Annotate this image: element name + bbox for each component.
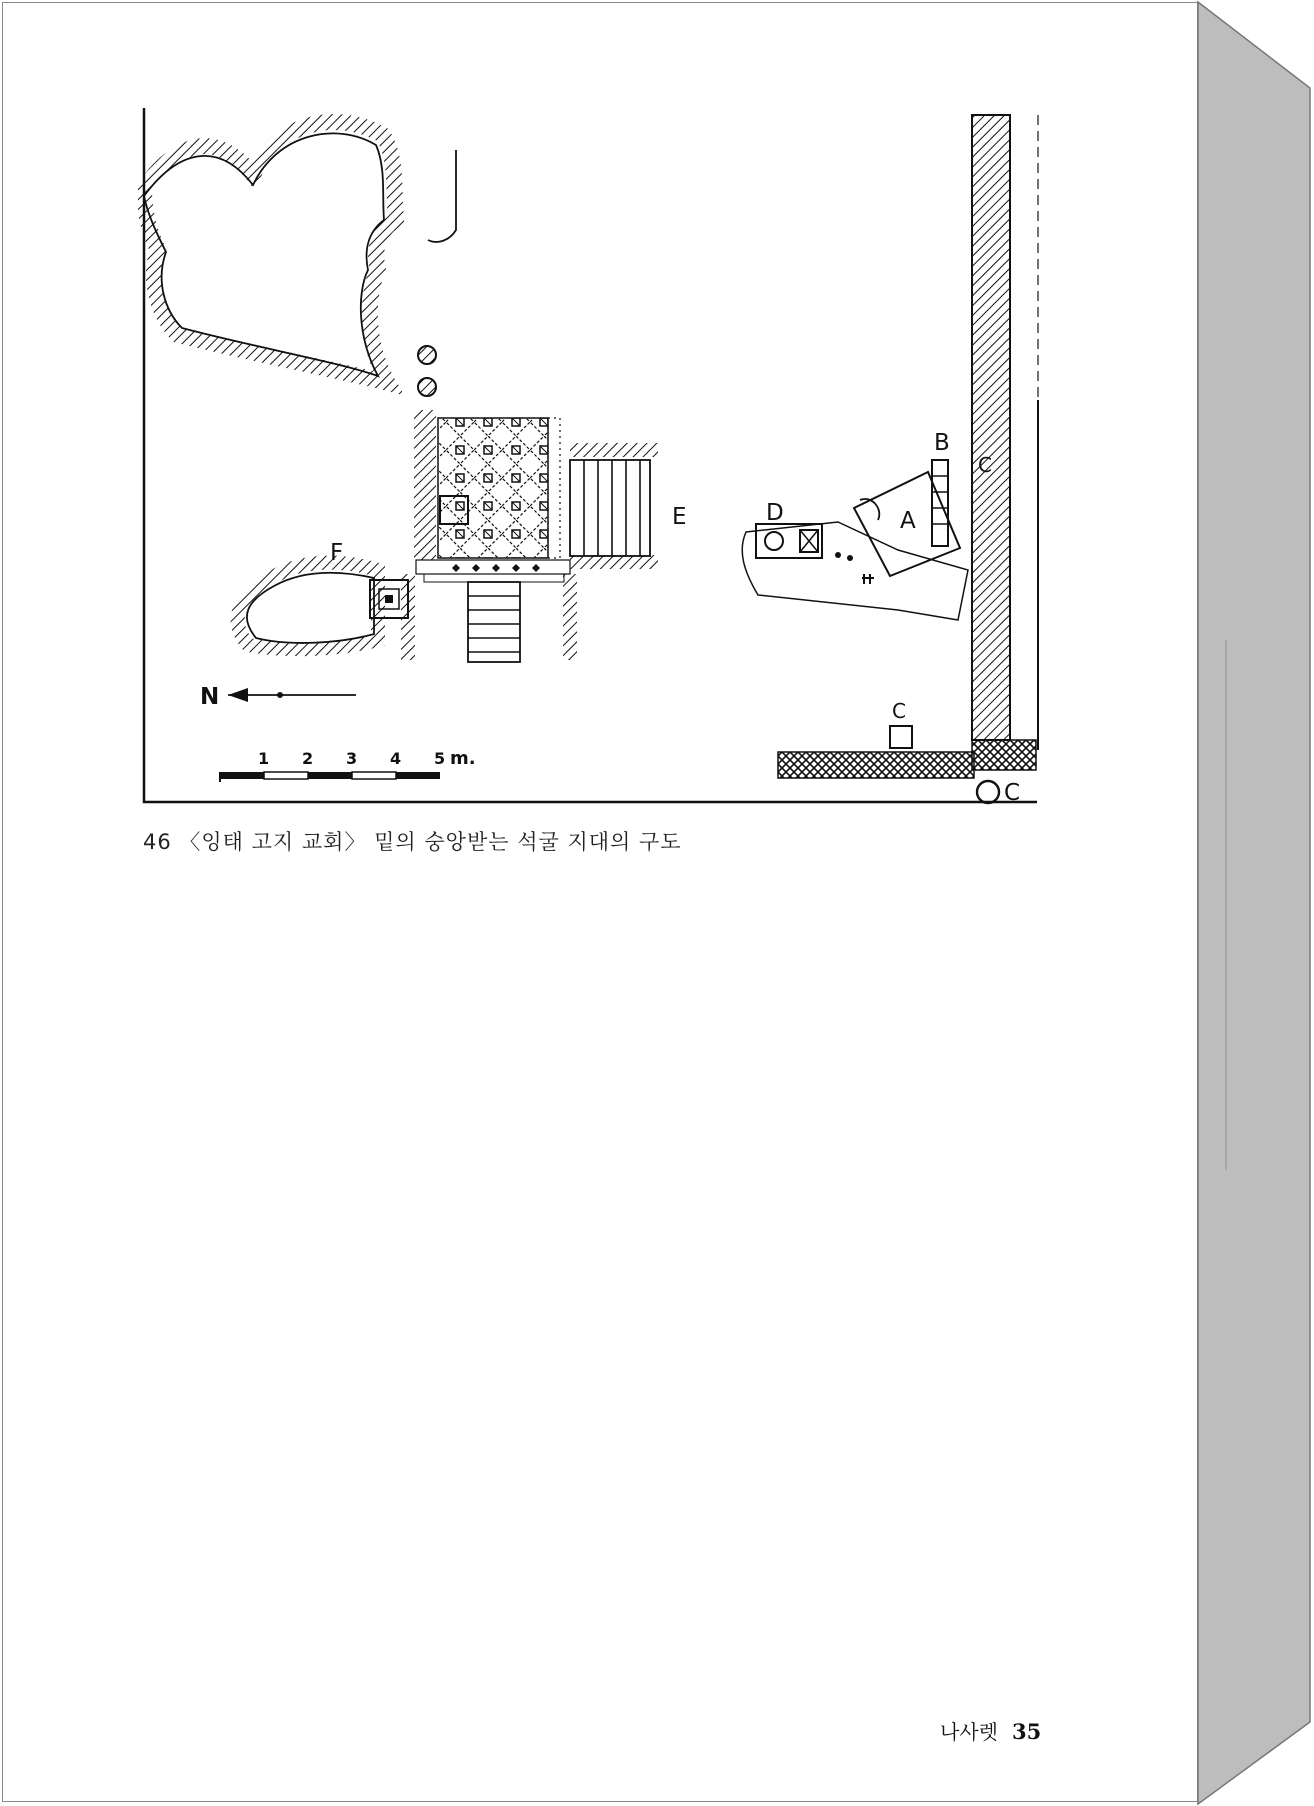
square-c-marker [890,726,912,748]
label-f: F [330,540,344,566]
label-d: D [766,500,784,526]
page-number: 35 [1011,1719,1042,1744]
mosaic-chamber [408,410,658,662]
label-c-wall: C [978,453,992,477]
label-b: B [934,430,950,456]
scale-bar [220,748,476,782]
right-wall [778,115,1038,803]
cave-floor-plan [138,100,1048,810]
column-markers [418,346,436,396]
figure-caption: 46 〈잉태 고지 교회〉 밑의 숭앙받는 석굴 지대의 구도 [143,830,682,854]
label-c-bottom: C [1004,780,1021,806]
scale-tick-3: 3 [346,749,358,768]
label-a: A [900,508,916,534]
footer-title: 나사렛 [940,1720,998,1744]
north-arrow [200,684,356,710]
scale-unit: m. [450,748,476,769]
upper-cave [144,122,456,383]
scale-tick-4: 4 [390,749,402,768]
running-footer [940,1716,1041,1745]
scale-tick-2: 2 [302,749,314,768]
scale-tick-5: 5 [434,749,446,768]
grotto-f [238,563,408,650]
label-c-square: C [892,699,906,723]
north-arrow-label: N [200,684,220,710]
scale-tick-1: 1 [258,749,270,768]
label-e: E [672,504,687,530]
chambers-a-d [742,460,968,620]
